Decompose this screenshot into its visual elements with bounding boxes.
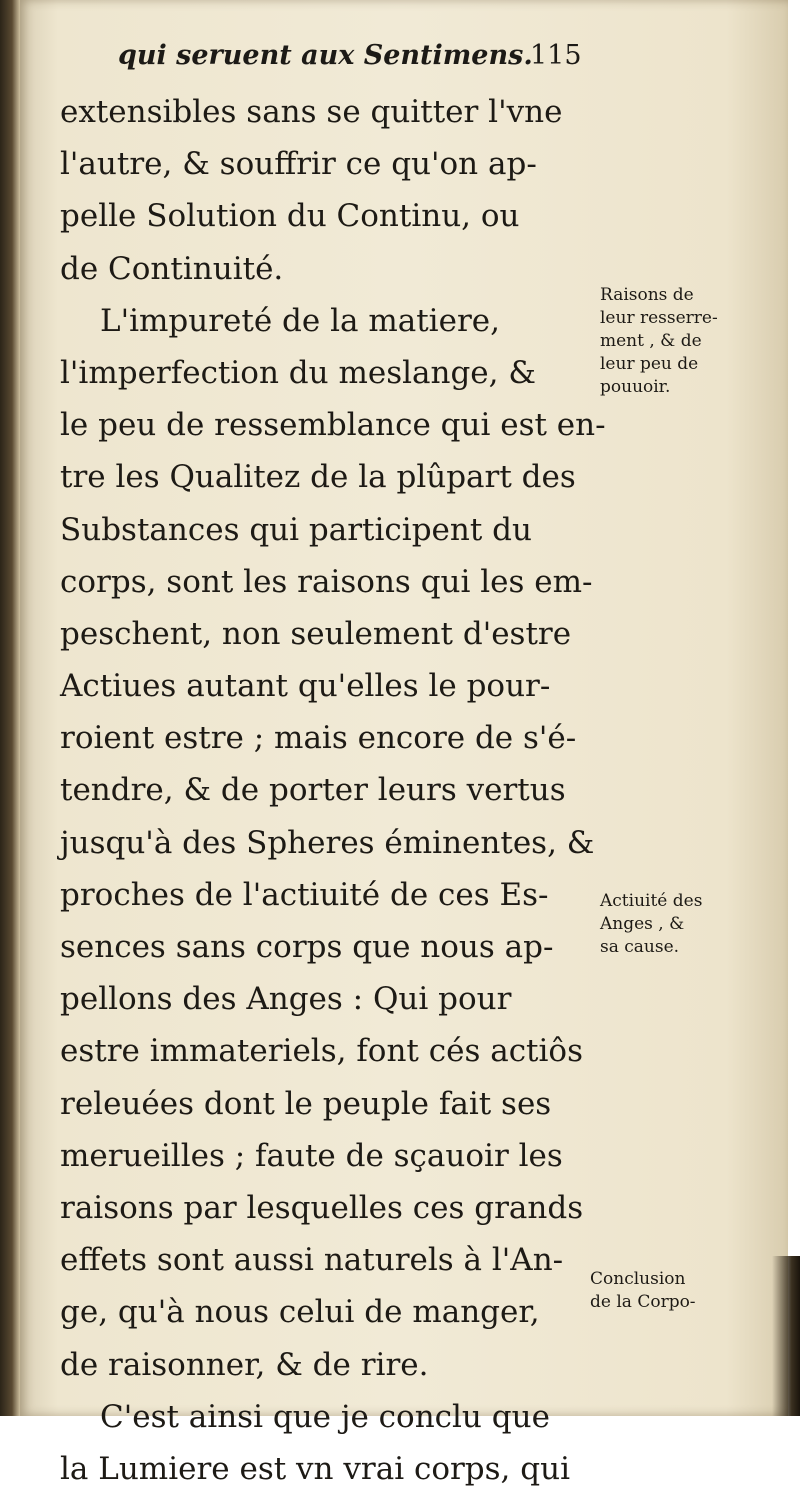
paragraph-start-line: C'est ainsi que je conclu que (100, 1398, 550, 1435)
paragraph-start-line: L'impureté de la matiere, (100, 302, 500, 339)
text-line: roient estre ; mais encore de s'é- (60, 720, 577, 757)
text-line: corps, sont les raisons qui les em- (60, 563, 593, 600)
text-line: de raisonner, & de rire. (60, 1346, 429, 1383)
margin-note-line: sa cause. (600, 937, 680, 957)
text-line: sences sans corps que nous ap- (60, 929, 554, 965)
text-line: releuées dont le peuple fait ses (60, 1085, 552, 1122)
text-line: l'imperfection du meslange, & (60, 354, 536, 391)
book-spine (0, 0, 20, 1416)
margin-note-line: pouuoir. (600, 377, 671, 397)
text-line: tendre, & de porter leurs vertus (60, 772, 566, 809)
text-line: Substances qui participent du (60, 511, 532, 548)
margin-note-line: leur resserre- (600, 308, 718, 328)
text-line: ge, qu'à nous celui de manger, (60, 1294, 540, 1331)
text-line: de Continuité. (60, 250, 284, 287)
margin-note-conclusion (590, 1268, 780, 1314)
page-number: 115 (530, 40, 582, 71)
running-title: qui seruent aux Sentimens. (118, 40, 533, 71)
text-line: merueilles ; faute de sçauoir les (60, 1137, 563, 1174)
text-line: Actiues autant qu'elles le pour- (60, 668, 551, 705)
running-header (118, 40, 598, 90)
text-line: pelle Solution du Continu, ou (60, 198, 520, 235)
margin-note-actiuite (600, 890, 785, 959)
margin-note-line: Actiuité des (600, 891, 703, 911)
text-line: la Lumiere est vn vrai corps, qui (60, 1450, 570, 1487)
text-line: jusqu'à des Spheres éminentes, & (60, 824, 595, 861)
body-text (60, 86, 606, 1495)
text-line: estre immateriels, font cés actiôs (60, 1033, 584, 1070)
margin-note-line: Raisons de (600, 285, 694, 305)
text-line: le peu de ressemblance qui est en- (60, 407, 606, 444)
margin-note-line: de la Corpo- (590, 1292, 696, 1312)
margin-note-line: Conclusion (590, 1269, 686, 1289)
margin-note-line: ment , & de (600, 331, 702, 351)
text-line: tre les Qualitez de la plûpart des (60, 459, 576, 496)
margin-note-line: Anges , & (600, 914, 685, 934)
text-line: l'autre, & souffrir ce qu'on ap- (60, 146, 537, 183)
margin-note-raisons (600, 284, 785, 399)
text-line: raisons par lesquelles ces grands (60, 1189, 584, 1226)
text-line: proches de l'actiuité de ces Es- (60, 876, 549, 913)
text-line: extensibles sans se quitter l'vne (60, 94, 563, 130)
text-line: effets sont aussi naturels à l'An- (60, 1242, 564, 1279)
text-line: pellons des Anges : Qui pour (60, 981, 512, 1018)
margin-note-line: leur peu de (600, 354, 699, 374)
text-line: peschent, non seulement d'estre (60, 615, 572, 652)
